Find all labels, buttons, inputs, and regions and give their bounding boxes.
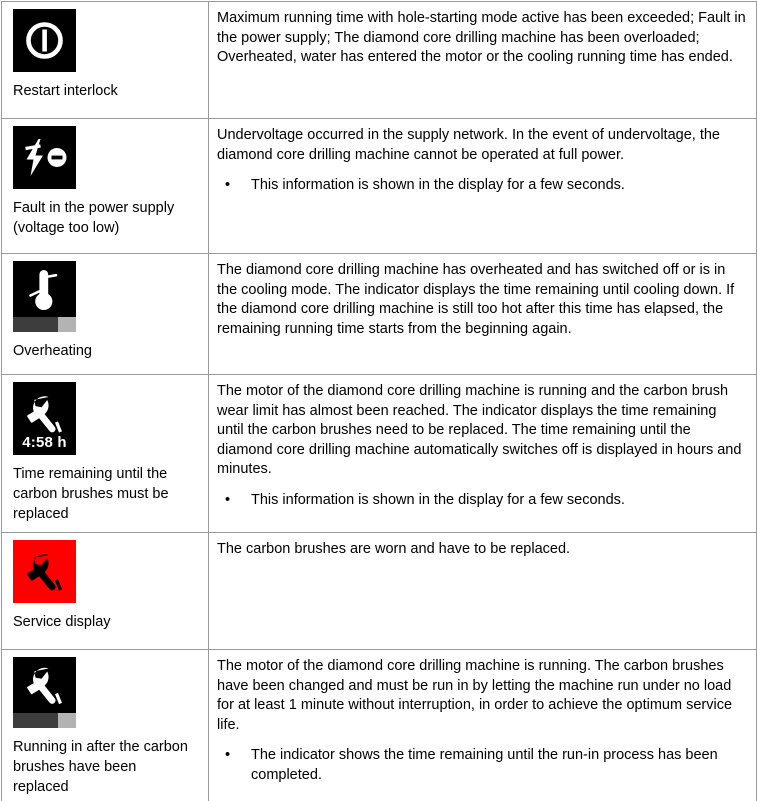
description-cell-inner bbox=[209, 2, 756, 76]
table-row bbox=[2, 533, 757, 650]
overheating-icon bbox=[13, 261, 76, 332]
indicator-label: Fault in the power supply (voltage too low) bbox=[13, 200, 175, 236]
indicator-icon-cell bbox=[2, 2, 209, 119]
description-cell-inner bbox=[209, 533, 756, 568]
indicator-icon-cell bbox=[2, 533, 209, 650]
icon-cell-inner bbox=[2, 533, 208, 640]
progress-bar bbox=[13, 317, 76, 332]
icon-cell-inner bbox=[2, 375, 208, 532]
progress-bar-track bbox=[58, 317, 76, 332]
description-text: The motor of the diamond core drilling machine is running. The carbon brushes have been changed and must be run in by letting the machine run under no load for at least 1 minute without interruption, in order to achieve the optimum service life. bbox=[217, 658, 733, 733]
wrench-icon bbox=[13, 540, 76, 603]
indicator-description-cell bbox=[209, 650, 757, 801]
bullet-dot-icon: • bbox=[225, 747, 231, 764]
icon-cell-inner bbox=[2, 2, 208, 109]
indicator-description-cell bbox=[209, 533, 757, 650]
indicator-description-cell bbox=[209, 375, 757, 533]
description-text: The diamond core drilling machine has overheated and has switched off or is in the cooling mode. The indicator displays the time remaining until cooling down. If the diamond core drilling machine is still too hot after this time has elapsed, the remaining running time starts from the beginning again. bbox=[217, 262, 735, 337]
bullet-text: This information is shown in the display for a few seconds. bbox=[251, 177, 625, 194]
indicator-description-cell bbox=[209, 254, 757, 375]
description-text: The carbon brushes are worn and have to be replaced. bbox=[217, 541, 571, 557]
description-bullet-list bbox=[217, 176, 747, 196]
carbon-brush-time-remaining-icon bbox=[13, 382, 76, 455]
list-item bbox=[217, 491, 747, 511]
table-row bbox=[2, 2, 757, 119]
table-row bbox=[2, 254, 757, 375]
power-symbol-icon bbox=[13, 9, 76, 72]
bullet-dot-icon: • bbox=[225, 491, 231, 508]
progress-bar-fill bbox=[13, 317, 58, 332]
table-row bbox=[2, 650, 757, 801]
list-item bbox=[217, 746, 747, 785]
indicator-label: Overheating bbox=[13, 343, 92, 359]
description-text: Undervoltage occurred in the supply network. In the event of undervoltage, the diamond core drilling machine cannot be operated at full power. bbox=[217, 127, 720, 163]
table-body bbox=[2, 2, 757, 801]
description-cell-inner bbox=[209, 375, 756, 519]
progress-bar-track bbox=[58, 713, 76, 728]
restart-interlock-icon bbox=[13, 9, 76, 72]
indicator-status-table bbox=[1, 1, 757, 801]
indicator-label: Restart interlock bbox=[13, 83, 118, 99]
indicator-description-cell bbox=[209, 2, 757, 119]
service-display-icon bbox=[13, 540, 76, 603]
running-in-carbon-brushes-icon bbox=[13, 657, 76, 728]
thermometer-icon bbox=[13, 261, 76, 317]
bullet-text: The indicator shows the time remaining until the run-in process has been completed. bbox=[251, 747, 718, 783]
bullet-text: This information is shown in the display for a few seconds. bbox=[251, 491, 625, 508]
icon-caption: 4:58 h bbox=[22, 434, 67, 451]
description-cell-inner bbox=[209, 119, 756, 204]
description-bullet-list bbox=[217, 746, 747, 785]
list-item bbox=[217, 176, 747, 196]
indicator-label: Running in after the carbon brushes have been replaced bbox=[13, 739, 188, 795]
indicator-icon-cell bbox=[2, 254, 209, 375]
description-cell-inner bbox=[209, 254, 756, 347]
bullet-dot-icon: • bbox=[225, 177, 231, 194]
progress-bar-fill bbox=[13, 713, 58, 728]
description-bullet-list bbox=[217, 491, 747, 511]
icon-cell-inner bbox=[2, 254, 208, 369]
table-row bbox=[2, 375, 757, 533]
table-row bbox=[2, 119, 757, 254]
lightning-bolt-minus-icon bbox=[13, 126, 76, 189]
progress-bar bbox=[13, 713, 76, 728]
indicator-icon-cell bbox=[2, 119, 209, 254]
icon-cell-inner bbox=[2, 119, 208, 246]
indicator-icon-cell bbox=[2, 650, 209, 801]
description-text: The motor of the diamond core drilling machine is running and the carbon brush wear limit has almost been reached. The indicator displays the time remaining until the carbon brushes need to be replaced. The time remaining until the diamond core drilling machine automatically switches off is displayed in hours and minutes. bbox=[217, 383, 742, 478]
indicator-label: Time remaining until the carbon brushes must be replaced bbox=[13, 466, 169, 522]
indicator-description-cell bbox=[209, 119, 757, 254]
indicator-label: Service display bbox=[13, 614, 111, 630]
wrench-icon bbox=[13, 657, 76, 713]
description-text: Maximum running time with hole-starting mode active has been exceeded; Fault in the power supply; The diamond core drilling machine has been overloaded; Overheated, water has entered the motor or the cooling running time has ended. bbox=[217, 10, 746, 66]
icon-cell-inner bbox=[2, 650, 208, 801]
power-supply-fault-icon bbox=[13, 126, 76, 189]
indicator-icon-cell bbox=[2, 375, 209, 533]
description-cell-inner bbox=[209, 650, 756, 794]
